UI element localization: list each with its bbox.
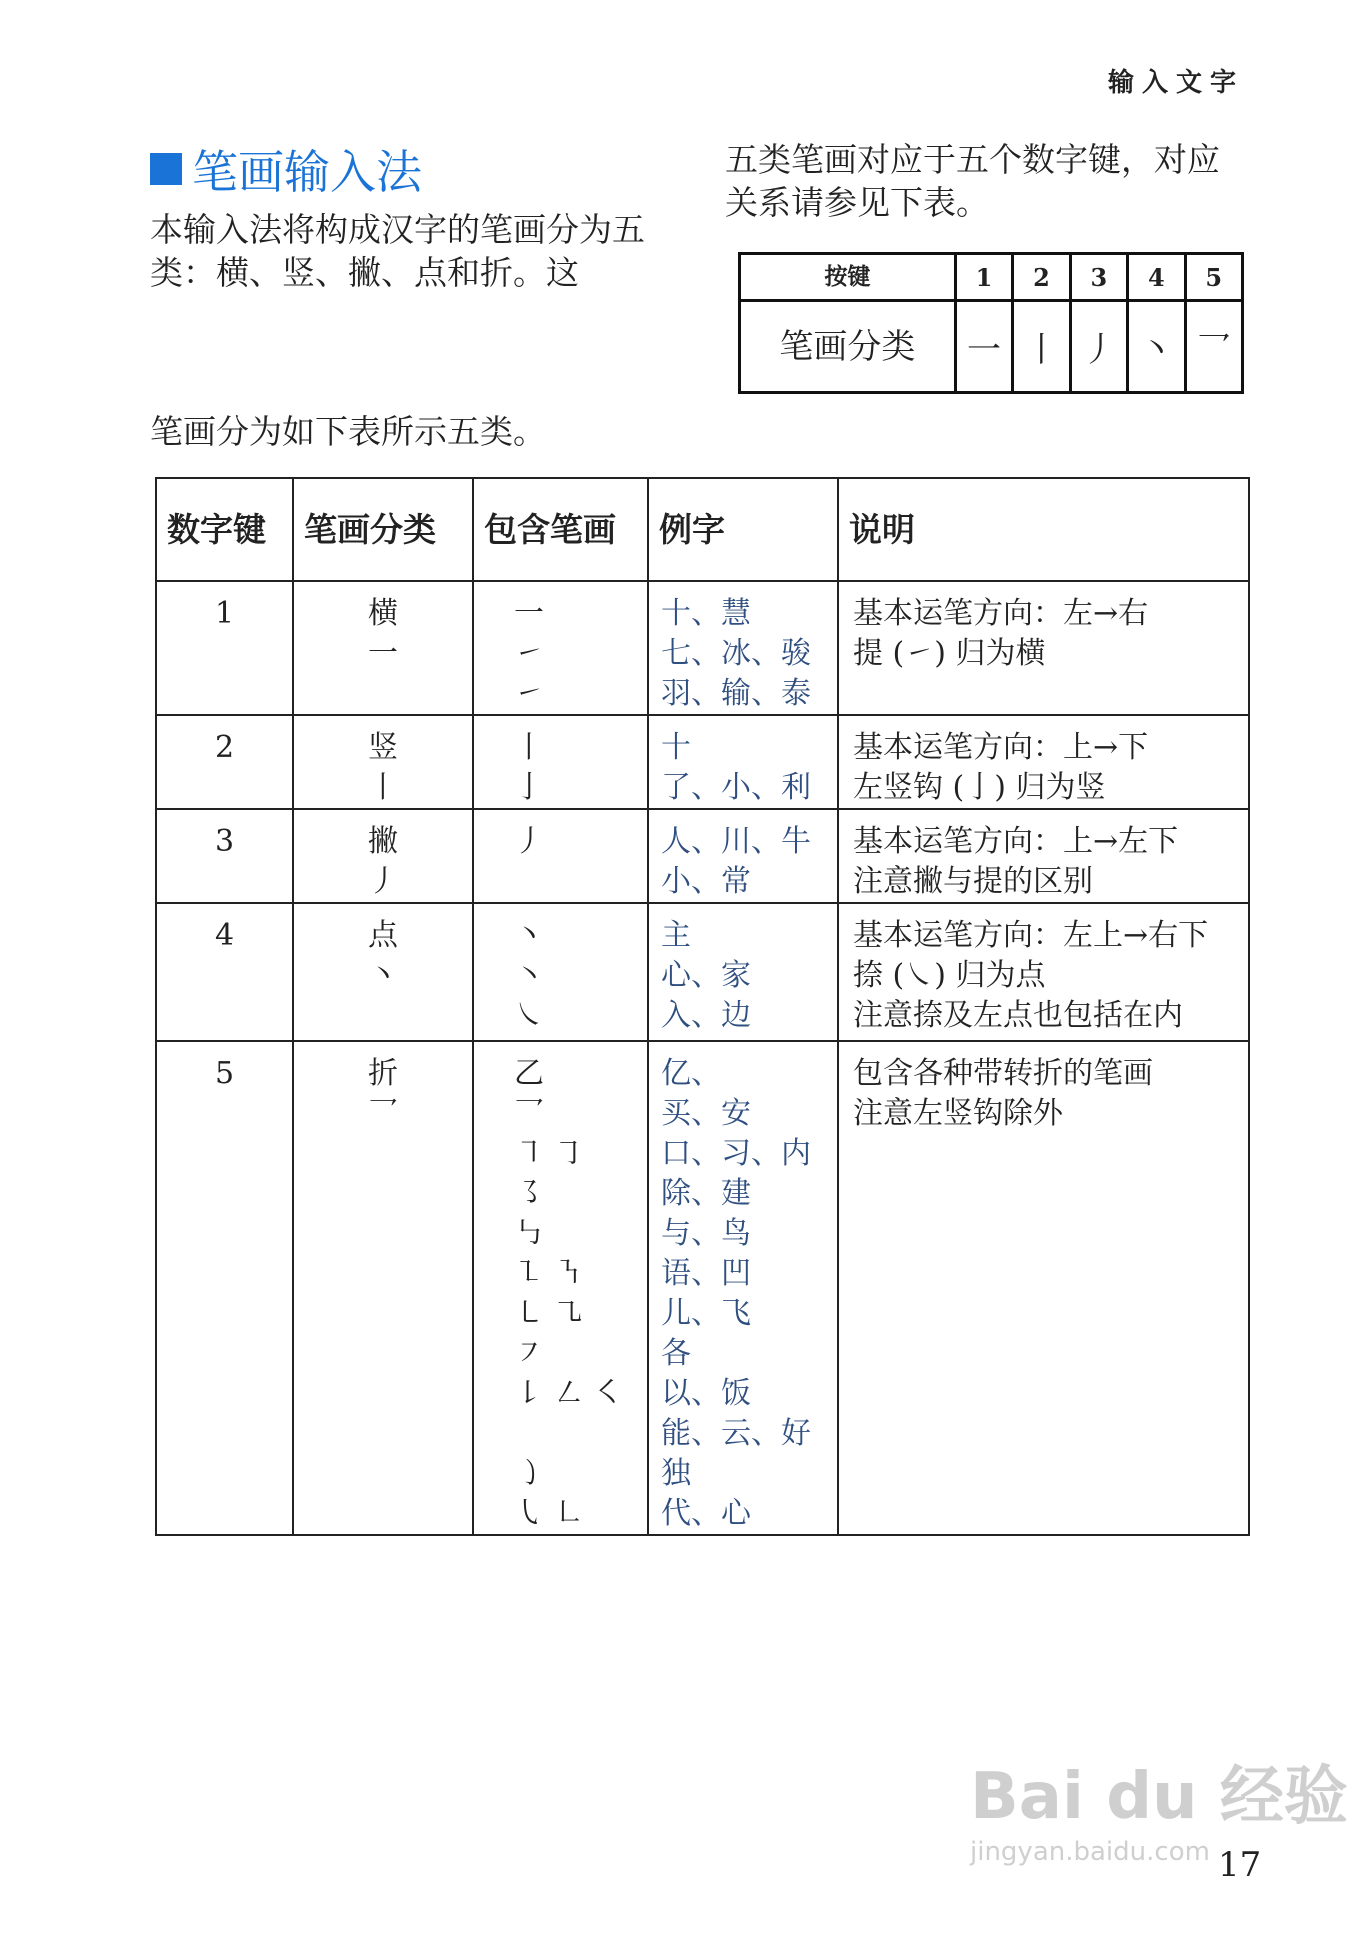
category-cell bbox=[293, 903, 473, 1041]
stroke-label: 笔画分类 bbox=[740, 301, 956, 393]
key-cell bbox=[156, 903, 293, 1041]
key-cell bbox=[156, 715, 293, 809]
key-cell bbox=[156, 1041, 293, 1535]
category-cell-line: 折 bbox=[368, 1056, 398, 1091]
key-cell: 3 bbox=[1070, 254, 1127, 301]
table-row bbox=[156, 809, 1249, 903]
category-cell bbox=[293, 715, 473, 809]
strokes-cell-line: ㇔ bbox=[514, 958, 544, 993]
category-cell bbox=[293, 809, 473, 903]
column-header: 包含笔画 bbox=[473, 478, 648, 581]
examples-cell-line: 十、慧 bbox=[661, 596, 751, 631]
examples-cell-line: 入、边 bbox=[661, 998, 751, 1033]
strokes-cell-line: ㇙ ㇜ ㇛ bbox=[514, 1376, 624, 1411]
category-cell-line: 撇 bbox=[368, 824, 398, 859]
examples-cell-line: 语、凹 bbox=[661, 1256, 751, 1291]
stroke-cell: 乛 bbox=[1185, 301, 1242, 393]
notes-cell bbox=[838, 581, 1249, 715]
key-cell: 1 bbox=[955, 254, 1012, 301]
key-cell: 5 bbox=[1185, 254, 1242, 301]
table-intro: 笔画分为如下表所示五类。 bbox=[150, 412, 546, 451]
examples-cell-line: 以、饭 bbox=[661, 1376, 751, 1411]
notes-cell-line: 基本运笔方向：上→左下 bbox=[853, 824, 1179, 859]
examples-cell-line: 亿、 bbox=[661, 1056, 721, 1091]
strokes-cell-line: 亅 bbox=[514, 770, 544, 805]
table-row bbox=[156, 581, 1249, 715]
intro-paragraph: 本输入法将构成汉字的笔画分为五类：横、竖、撇、点和折。这 bbox=[150, 210, 645, 292]
examples-cell bbox=[648, 903, 838, 1041]
key-label: 按键 bbox=[740, 254, 956, 301]
strokes-cell-line: ㇇ bbox=[514, 1336, 544, 1371]
page-number: 17 bbox=[1218, 1845, 1262, 1885]
stroke-cell: 丶 bbox=[1128, 301, 1185, 393]
examples-cell-line: 各 bbox=[661, 1336, 691, 1371]
notes-cell-line: 左竖钩 (亅) 归为竖 bbox=[853, 770, 1106, 805]
category-cell-line: 竖 bbox=[368, 730, 398, 765]
strokes-cell-line: 乙 bbox=[514, 1056, 544, 1091]
column-header: 例字 bbox=[648, 478, 838, 581]
stroke-cell: 丿 bbox=[1070, 301, 1127, 393]
key-cell-line: 3 bbox=[214, 824, 235, 859]
strokes-cell-line: ㇌ bbox=[514, 1176, 544, 1211]
key-cell bbox=[156, 809, 293, 903]
section-title bbox=[150, 136, 422, 202]
running-header: 输入文字 bbox=[1108, 68, 1245, 98]
examples-cell-line: 十 bbox=[661, 730, 691, 765]
table-row bbox=[156, 903, 1249, 1041]
category-cell-line: 乛 bbox=[368, 1096, 398, 1131]
key-cell-line: 1 bbox=[214, 596, 235, 631]
strokes-cell-line: 丶 bbox=[514, 918, 544, 953]
category-cell-line: 丿 bbox=[368, 864, 398, 899]
strokes-cell-line: 丨 bbox=[514, 730, 544, 765]
strokes-cell-line: 乛 bbox=[514, 1096, 544, 1131]
notes-cell-line: 包含各种带转折的笔画 bbox=[853, 1056, 1153, 1091]
stroke-cell: 丨 bbox=[1013, 301, 1070, 393]
key-cell bbox=[156, 581, 293, 715]
strokes-cell-line: ㇉ bbox=[514, 1216, 544, 1251]
examples-cell bbox=[648, 581, 838, 715]
notes-cell-line: 基本运笔方向：左→右 bbox=[853, 596, 1149, 631]
section-title-text: 笔画输入法 bbox=[192, 145, 422, 199]
stroke-categories-table bbox=[155, 477, 1250, 1536]
table-row bbox=[156, 715, 1249, 809]
stroke-cell: 一 bbox=[955, 301, 1012, 393]
examples-cell-line: 独 bbox=[661, 1456, 691, 1491]
notes-cell-line: 注意捺及左点也包括在内 bbox=[853, 998, 1183, 1033]
notes-cell bbox=[838, 715, 1249, 809]
examples-cell-line: 了、小、利 bbox=[661, 770, 811, 805]
examples-cell-line: 口、习、内 bbox=[661, 1136, 811, 1171]
examples-cell-line: 小、常 bbox=[661, 864, 751, 899]
category-cell-line: 点 bbox=[368, 918, 398, 953]
column-header: 笔画分类 bbox=[293, 478, 473, 581]
strokes-cell-line: ㇄ ㇈ bbox=[514, 1296, 584, 1331]
examples-cell-line: 儿、飞 bbox=[661, 1296, 751, 1331]
notes-cell-line: 注意撇与提的区别 bbox=[853, 864, 1093, 899]
column-header: 说明 bbox=[838, 478, 1249, 581]
examples-cell bbox=[648, 1041, 838, 1535]
examples-cell-line: 心、家 bbox=[661, 958, 751, 993]
notes-cell bbox=[838, 1041, 1249, 1535]
examples-cell bbox=[648, 715, 838, 809]
strokes-cell-line: ㇕ ㇆ bbox=[514, 1136, 584, 1171]
category-cell bbox=[293, 1041, 473, 1535]
notes-cell-line: 捺 (㇏) 归为点 bbox=[853, 958, 1046, 993]
key-cell-line: 2 bbox=[214, 730, 235, 765]
strokes-cell-line: ㇅ ㇎ bbox=[514, 1256, 584, 1291]
category-cell-line: 丶 bbox=[368, 958, 398, 993]
examples-cell-line: 人、川、牛 bbox=[661, 824, 811, 859]
notes-cell-line: 基本运笔方向：左上→右下 bbox=[853, 918, 1209, 953]
strokes-cell bbox=[473, 581, 648, 715]
strokes-cell-line: 丿 bbox=[514, 824, 544, 859]
strokes-cell bbox=[473, 715, 648, 809]
category-cell-line: 横 bbox=[368, 596, 398, 631]
strokes-cell-line bbox=[514, 1414, 647, 1454]
examples-cell-line: 羽、输、泰 bbox=[661, 676, 811, 711]
notes-cell-line: 基本运笔方向：上→下 bbox=[853, 730, 1149, 765]
category-cell-line: 一 bbox=[368, 636, 398, 671]
mapping-paragraph: 五类笔画对应于五个数字键，对应关系请参见下表。 bbox=[725, 140, 1220, 222]
key-cell: 4 bbox=[1128, 254, 1185, 301]
key-cell-line: 4 bbox=[214, 918, 235, 953]
examples-cell-line: 能、云、好 bbox=[661, 1416, 811, 1451]
strokes-cell-line: ㇏ bbox=[514, 998, 544, 1033]
key-cell-line: 5 bbox=[214, 1056, 235, 1091]
strokes-cell bbox=[473, 1041, 648, 1535]
examples-cell-line: 买、安 bbox=[661, 1096, 751, 1131]
square-bullet-icon bbox=[150, 153, 182, 185]
column-header: 数字键 bbox=[156, 478, 293, 581]
category-cell-line: 丨 bbox=[368, 770, 398, 805]
category-cell bbox=[293, 581, 473, 715]
examples-cell-line: 代、心 bbox=[661, 1496, 751, 1531]
notes-cell bbox=[838, 809, 1249, 903]
examples-cell-line: 主 bbox=[661, 918, 691, 953]
examples-cell-line: 与、鸟 bbox=[661, 1216, 751, 1251]
notes-cell-line: 提 (㇀) 归为横 bbox=[853, 636, 1046, 671]
examples-cell bbox=[648, 809, 838, 903]
examples-cell-line: 七、冰、骏 bbox=[661, 636, 811, 671]
key-stroke-table bbox=[738, 252, 1244, 394]
notes-cell bbox=[838, 903, 1249, 1041]
table-row bbox=[156, 1041, 1249, 1535]
strokes-cell-line: ㇂ ㇗ bbox=[514, 1496, 584, 1531]
key-cell: 2 bbox=[1013, 254, 1070, 301]
strokes-cell-line: ㇁ bbox=[514, 1456, 544, 1491]
examples-cell-line: 除、建 bbox=[661, 1176, 751, 1211]
strokes-cell-line: ㇀ bbox=[514, 676, 544, 711]
notes-cell-line: 注意左竖钩除外 bbox=[853, 1096, 1063, 1131]
strokes-cell-line: ㇀ bbox=[514, 636, 544, 671]
watermark-url: jingyan.baidu.com bbox=[970, 1837, 1210, 1867]
strokes-cell-line: 一 bbox=[514, 596, 544, 631]
watermark-brand: Bai du 经验 bbox=[970, 1760, 1348, 1834]
baidu-watermark bbox=[970, 1745, 1348, 1867]
strokes-cell bbox=[473, 809, 648, 903]
strokes-cell bbox=[473, 903, 648, 1041]
